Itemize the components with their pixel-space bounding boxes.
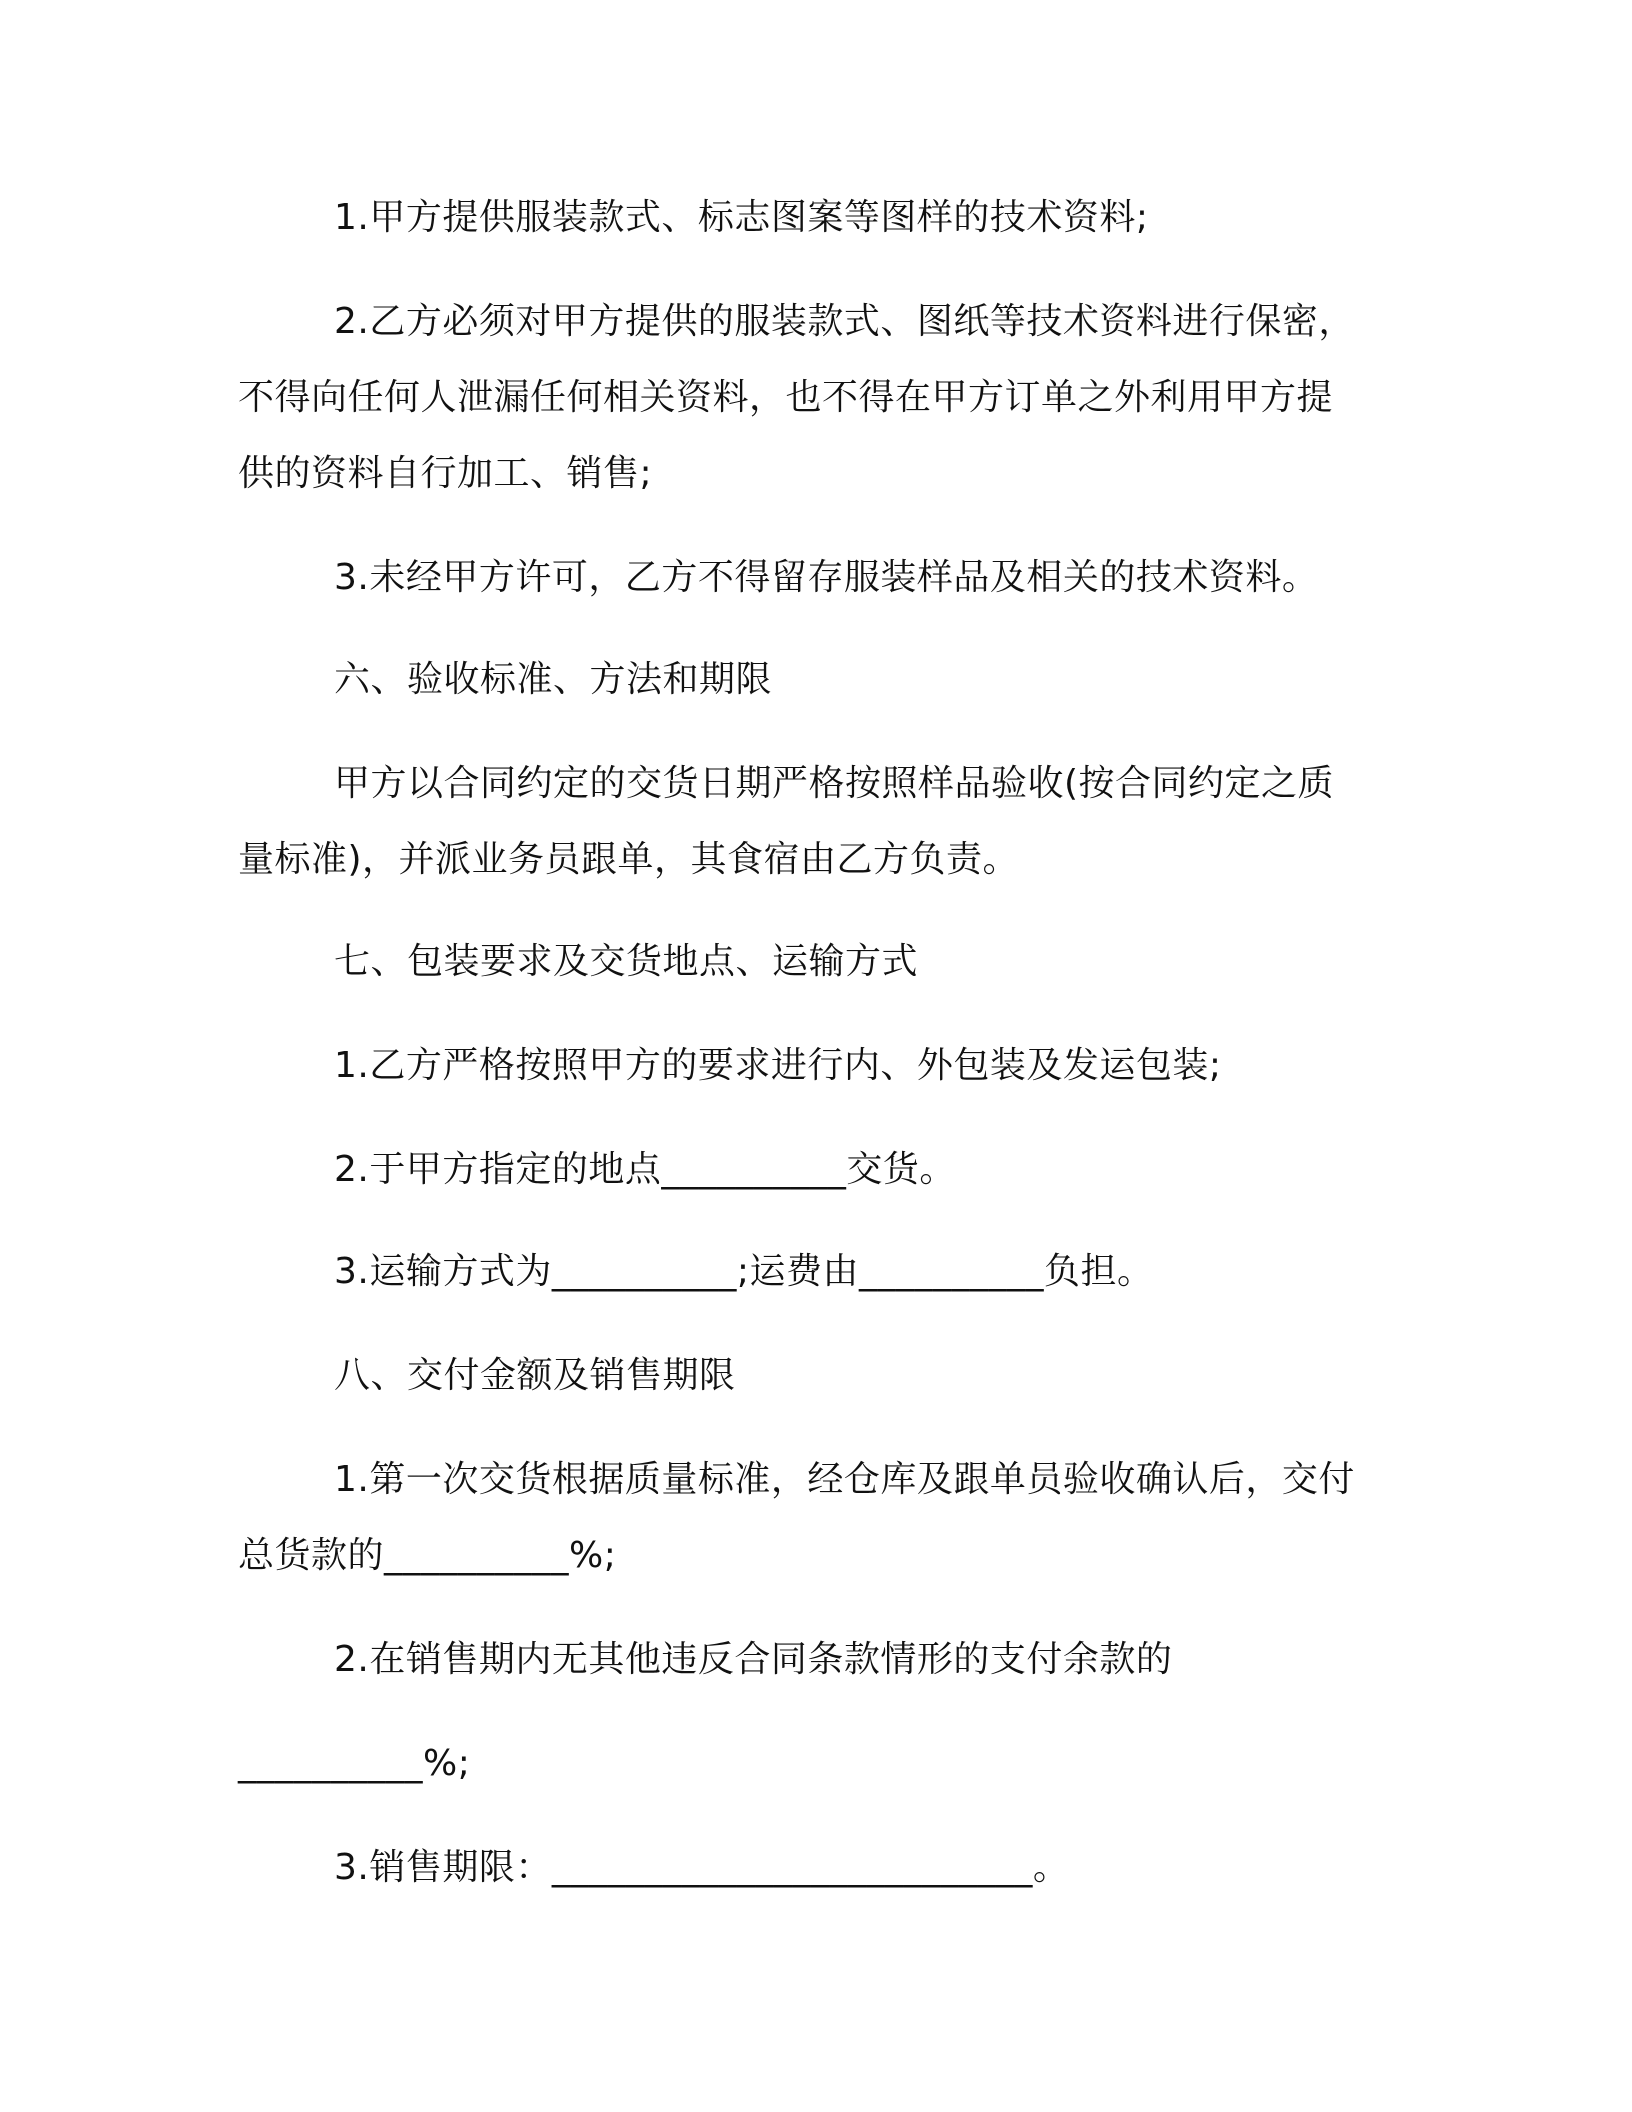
section-heading-7: 七、包装要求及交货地点、运输方式 (334, 941, 919, 982)
clause-7-item-2: 2.于甲方指定的地点__________交货。 (334, 1149, 956, 1190)
clause-6-text-line-1: 甲方以合同约定的交货日期严格按照样品验收(按合同约定之质 (334, 763, 1335, 804)
clause-8-item-1-line-1: 1.第一次交货根据质量标准，经仓库及跟单员验收确认后，交付 (334, 1459, 1355, 1500)
section-heading-6: 六、验收标准、方法和期限 (334, 659, 773, 700)
clause-5-item-1: 1.甲方提供服装款式、标志图案等图样的技术资料; (334, 197, 1149, 238)
clause-5-item-2-line-2: 不得向任何人泄漏任何相关资料，也不得在甲方订单之外利用甲方提 (238, 377, 1334, 418)
clause-7-item-1: 1.乙方严格按照甲方的要求进行内、外包装及发运包装; (334, 1045, 1222, 1086)
clause-8-item-2-line-1: 2.在销售期内无其他违反合同条款情形的支付余款的 (334, 1639, 1173, 1680)
clause-5-item-2-line-1: 2.乙方必须对甲方提供的服装款式、图纸等技术资料进行保密， (334, 301, 1355, 342)
clause-8-item-2-line-2: __________%; (238, 1743, 471, 1784)
section-heading-8: 八、交付金额及销售期限 (334, 1355, 736, 1396)
clause-7-item-3: 3.运输方式为__________;运费由__________负担。 (334, 1251, 1154, 1292)
clause-6-text-line-2: 量标准)，并派业务员跟单，其食宿由乙方负责。 (238, 839, 1020, 880)
clause-5-item-3: 3.未经甲方许可，乙方不得留存服装样品及相关的技术资料。 (334, 557, 1319, 598)
clause-5-item-2-line-3: 供的资料自行加工、销售; (238, 453, 653, 494)
clause-8-item-1-line-2: 总货款的__________%; (238, 1535, 617, 1576)
clause-8-item-3: 3.销售期限：__________________________。 (334, 1847, 1070, 1888)
